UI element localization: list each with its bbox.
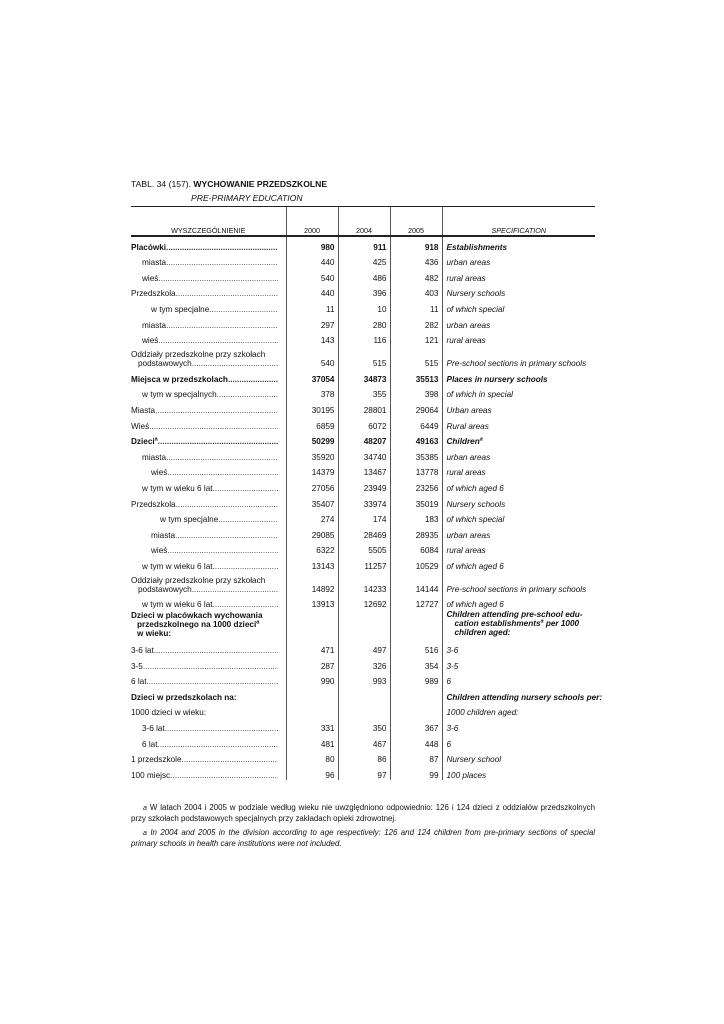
row-spec: of which special [442,509,595,525]
value-2000: 13913 [286,594,338,610]
value-2005: 11 [390,298,442,314]
value-2000: 440 [286,252,338,268]
table-title [131,179,327,189]
value-2004: 515 [338,345,390,368]
value-2005: 482 [390,267,442,283]
row-spec: Establishments [442,236,595,252]
row-spec: of which aged 6 [442,594,595,610]
footnote-mark: a [256,619,260,626]
row-label: Wieś [131,421,150,431]
row-spec: 3-6 [442,717,595,733]
value-2004: 48207 [338,431,390,447]
row-label-line3: w wieku: [137,629,172,639]
row-label: w tym w wieku 6 lat [142,561,213,571]
footnote-polish-text: W latach 2004 i 2005 w podziale według wieku nie uwzględniono odpowiednio: 126 i 124 dzieci z oddziałów przedszkolnych przy szkołach podstawowych specjalnych przy zakładach opieki zdrowotnej. [131,803,595,823]
value-2005: 436 [390,252,442,268]
value-2004: 467 [338,733,390,749]
value-2004: 326 [338,655,390,671]
table-row [131,283,595,299]
value-2000: 29085 [286,524,338,540]
table-row [131,609,595,639]
footnote-english [131,828,595,849]
value-2005: 29064 [390,399,442,415]
row-spec-line1: Children attending pre-school edu- [446,610,583,620]
value-2004: 911 [338,236,390,252]
value-2004: 280 [338,314,390,330]
row-spec-line3: children aged: [454,627,511,637]
table-row [131,639,595,655]
row-label: miasta [142,452,167,462]
footnote-mark: a [143,805,147,812]
row-label: w tym w wieku 6 lat [142,483,213,493]
value-2005: 367 [390,717,442,733]
value-2004: 14233 [338,571,390,594]
value-2005: 49163 [390,431,442,447]
row-label: 1 przedszkole [131,755,182,765]
value-2005: 35385 [390,446,442,462]
row-label-line2: podstawowych [138,359,192,369]
row-label: Dzieci [131,437,155,447]
value-2000: 980 [286,236,338,252]
value-2004: 116 [338,330,390,346]
value-2000: 990 [286,671,338,687]
value-2005: 515 [390,345,442,368]
value-2005: 6449 [390,415,442,431]
row-spec: 6 [442,733,595,749]
table-row [131,671,595,687]
value-2000: 540 [286,345,338,368]
value-2000: 6322 [286,540,338,556]
value-2000: 50299 [286,431,338,447]
value-2000: 13143 [286,555,338,571]
value-2004: 497 [338,639,390,655]
value-2005: 10529 [390,555,442,571]
table-row [131,399,595,415]
table-row [131,298,595,314]
row-label: w tym specjalne [160,515,219,525]
value-2005: 6084 [390,540,442,556]
header-year-2004: 2004 [338,207,390,237]
table-row [131,655,595,671]
row-label: Przedszkola [131,499,176,509]
value-2000: 297 [286,314,338,330]
row-label-line1: Oddziały przedszkolne przy szkołach [131,350,266,360]
row-spec: rural areas [442,330,595,346]
table-row [131,702,595,718]
value-2005: 99 [390,764,442,780]
value-2000: 274 [286,509,338,525]
row-label: 3-6 lat [131,646,154,656]
value-2004: 993 [338,671,390,687]
table-row [131,431,595,447]
value-2004: 33974 [338,493,390,509]
value-2000: 30195 [286,399,338,415]
row-spec: 100 places [442,764,595,780]
value-2005: 23256 [390,477,442,493]
value-2000: 481 [286,733,338,749]
table-row [131,345,595,368]
footnote-mark: a [143,830,147,837]
row-spec-line2b: per 1000 [543,619,580,629]
value-2004: 396 [338,283,390,299]
row-spec: Nursery schools [442,493,595,509]
row-label: miasta [142,258,167,268]
footnote-mark: a [154,437,158,443]
header-specification: SPECIFICATION [442,207,595,237]
table-row [131,267,595,283]
table-row [131,384,595,400]
value-2005: 448 [390,733,442,749]
table-row [131,555,595,571]
value-2000: 331 [286,717,338,733]
table-row [131,477,595,493]
row-label: 3-5 [131,661,143,671]
value-2004: 355 [338,384,390,400]
footnote-english-text: In 2004 and 2005 in the division according to age respectively: 126 and 124 children from pre-primary sections of special primary schools in health care institutions were not included. [131,828,595,848]
value-2004: 11257 [338,555,390,571]
value-2004: 5505 [338,540,390,556]
row-label: Miejsca w przedszkolach [131,374,228,384]
value-2000: 378 [286,384,338,400]
row-spec: 3-6 [442,639,595,655]
value-2004: 350 [338,717,390,733]
table-row [131,314,595,330]
value-2004: 486 [338,267,390,283]
table-row [131,749,595,765]
table-row [131,446,595,462]
row-spec: urban areas [442,524,595,540]
value-2005: 35019 [390,493,442,509]
footnote-polish [131,803,595,824]
footnotes [131,803,595,853]
value-2000: 11 [286,298,338,314]
table-row [131,368,595,384]
value-2005: 516 [390,639,442,655]
value-2004: 425 [338,252,390,268]
row-spec: rural areas [442,462,595,478]
row-label: w tym w specjalnych [142,390,217,400]
value-2005: 121 [390,330,442,346]
table-row [131,524,595,540]
value-2005: 28935 [390,524,442,540]
row-spec: Children attending nursery schools per: [442,686,595,702]
value-2000: 27056 [286,477,338,493]
value-2000: 35407 [286,493,338,509]
row-spec: rural areas [442,267,595,283]
value-2005: 12727 [390,594,442,610]
value-2000: 96 [286,764,338,780]
table-row [131,330,595,346]
row-spec: of which special [442,298,595,314]
table-row [131,717,595,733]
row-spec: Pre-school sections in primary schools [442,345,595,368]
value-2005: 403 [390,283,442,299]
value-2005: 282 [390,314,442,330]
value-2000: 471 [286,639,338,655]
table-row [131,764,595,780]
row-spec: urban areas [442,314,595,330]
footnote-mark: a [479,436,483,443]
row-label: w tym specjalne [151,304,210,314]
row-spec: of which in special [442,384,595,400]
row-spec-line2: cation establishments [454,619,541,629]
row-spec: Pre-school sections in primary schools [442,571,595,594]
table-row [131,509,595,525]
row-label: 6 lat [142,739,158,749]
table-row [131,493,595,509]
value-2005: 13778 [390,462,442,478]
row-spec: urban areas [442,446,595,462]
table-row [131,733,595,749]
row-spec: Nursery schools [442,283,595,299]
value-2004: 28469 [338,524,390,540]
value-2000: 540 [286,267,338,283]
value-2000: 143 [286,330,338,346]
row-label: wieś [151,468,168,478]
value-2004: 10 [338,298,390,314]
row-spec: 1000 children aged: [442,702,595,718]
value-2005: 87 [390,749,442,765]
header-year-2000: 2000 [286,207,338,237]
table-row [131,594,595,610]
row-label: Dzieci w przedszkolach na: [131,692,237,702]
row-label: wieś [151,546,168,556]
table-row [131,415,595,431]
footnote-mark: a [540,618,544,625]
value-2000: 37054 [286,368,338,384]
table-number: TABL. 34 (157). [131,179,192,189]
value-2005: 398 [390,384,442,400]
row-label-line1: Dzieci w placówkach wychowania [131,611,263,621]
row-label: miasta [142,320,167,330]
value-2005: 183 [390,509,442,525]
row-spec: Places in nursery schools [442,368,595,384]
value-2005: 14144 [390,571,442,594]
value-2004: 34740 [338,446,390,462]
row-spec: of which aged 6 [442,477,595,493]
value-2000: 80 [286,749,338,765]
table-row [131,236,595,252]
value-2005: 35513 [390,368,442,384]
row-label: wieś [142,273,159,283]
row-spec: of which aged 6 [442,555,595,571]
data-table [131,206,603,780]
row-label: 100 miejsc [131,770,171,780]
row-label: 1000 dzieci w wieku: [131,708,207,718]
row-spec: 6 [442,671,595,687]
row-spec: Nursery school [442,749,595,765]
row-spec: Urban areas [442,399,595,415]
header-year-2005: 2005 [390,207,442,237]
value-2004: 34873 [338,368,390,384]
value-2000: 6859 [286,415,338,431]
row-label-line2: przedszkolnego na 1000 dzieci [137,620,257,630]
value-2005: 989 [390,671,442,687]
row-spec: rural areas [442,540,595,556]
value-2005: 918 [390,236,442,252]
row-label: 3-6 lat [142,724,165,734]
value-2000: 35920 [286,446,338,462]
value-2004: 6072 [338,415,390,431]
value-2000: 14892 [286,571,338,594]
value-2004: 12692 [338,594,390,610]
row-spec: Rural areas [442,415,595,431]
value-2005: 354 [390,655,442,671]
row-label: 6 lat [131,677,147,687]
value-2004: 13467 [338,462,390,478]
table-row [131,686,595,702]
row-spec: Children [446,437,480,447]
table-header-row [131,207,595,237]
row-label: Placówki [131,242,167,252]
table-row [131,462,595,478]
row-label: Miasta [131,405,156,415]
value-2004: 28801 [338,399,390,415]
table-row [131,252,595,268]
value-2004: 23949 [338,477,390,493]
row-label: w tym w wieku 6 lat [142,600,213,610]
row-label-line1: Oddziały przedszkolne przy szkołach [131,575,266,585]
table-row [131,571,595,594]
value-2004: 86 [338,749,390,765]
row-label: miasta [151,530,176,540]
row-spec: 3-5 [442,655,595,671]
row-label: wieś [142,336,159,346]
table-title-english: PRE-PRIMARY EDUCATION [191,193,303,203]
value-2004: 174 [338,509,390,525]
row-label-line2: podstawowych [138,584,192,594]
value-2000: 440 [286,283,338,299]
value-2000: 14379 [286,462,338,478]
row-label: Przedszkola [131,289,176,299]
header-label: WYSZCZEGÓLNIENIE [131,207,286,237]
table-title-polish: WYCHOWANIE PRZEDSZKOLNE [193,179,328,189]
row-spec: urban areas [442,252,595,268]
value-2004: 97 [338,764,390,780]
value-2000: 287 [286,655,338,671]
table-row [131,540,595,556]
